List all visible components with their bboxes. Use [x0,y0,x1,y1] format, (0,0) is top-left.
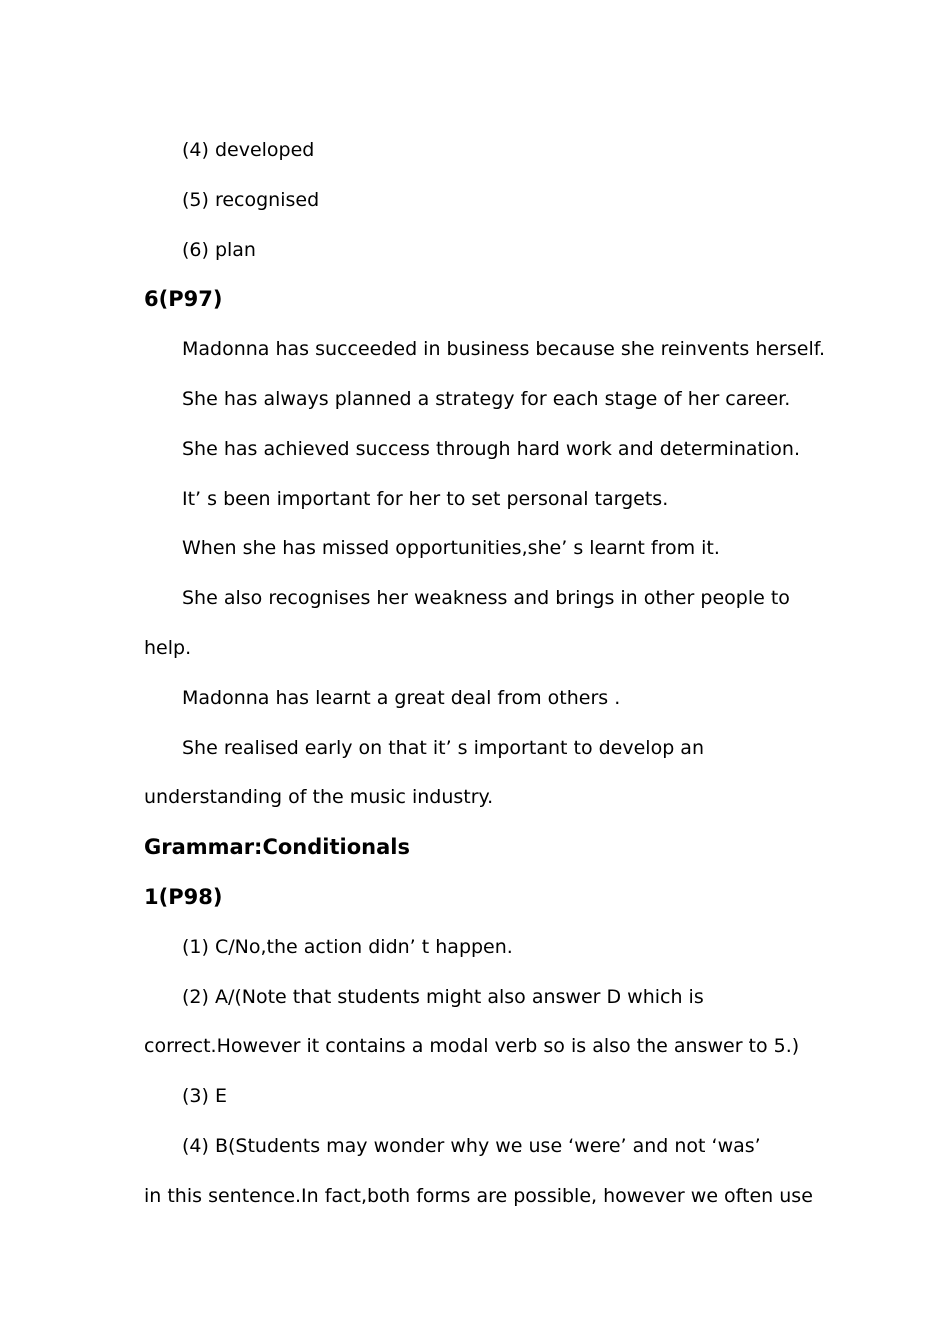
answer-line: (5) recognised [182,188,320,211]
section-heading: 6(P97) [144,287,223,312]
section-heading: 1(P98) [144,884,223,909]
document-page [144,136,826,1232]
paragraph-line: Madonna has learnt a great deal from others . [182,686,621,709]
paragraph-line: Madonna has succeeded in business because she reinvents herself. [182,338,826,361]
answer-line-continuation: in this sentence.In fact,both forms are possible, however we often use [144,1184,813,1207]
paragraph-line-continuation: understanding of the music industry. [144,786,494,809]
section-heading: Grammar:Conditionals [144,835,410,860]
paragraph-line: When she has missed opportunities,she’ s learnt from it. [182,537,720,560]
paragraph-line: She has achieved success through hard work and determination. [182,437,800,460]
answer-line: (6) plan [182,238,256,261]
paragraph-line: She realised early on that it’ s important to develop an [182,736,704,759]
paragraph-line: She also recognises her weakness and brings in other people to [182,587,790,610]
paragraph-line: It’ s been important for her to set personal targets. [182,487,669,510]
paragraph-line: She has always planned a strategy for each stage of her career. [182,387,791,410]
answer-line: (1) C/No,the action didn’ t happen. [182,935,513,958]
answer-line-continuation: correct.However it contains a modal verb so is also the answer to 5.) [144,1035,800,1058]
paragraph-line-continuation: help. [144,636,192,659]
answer-line: (3) E [182,1085,227,1108]
answer-line: (2) A/(Note that students might also answer D which is [182,985,704,1008]
answer-line: (4) B(Students may wonder why we use ‘were’ and not ‘was’ [182,1134,761,1157]
answer-line: (4) developed [182,139,315,161]
